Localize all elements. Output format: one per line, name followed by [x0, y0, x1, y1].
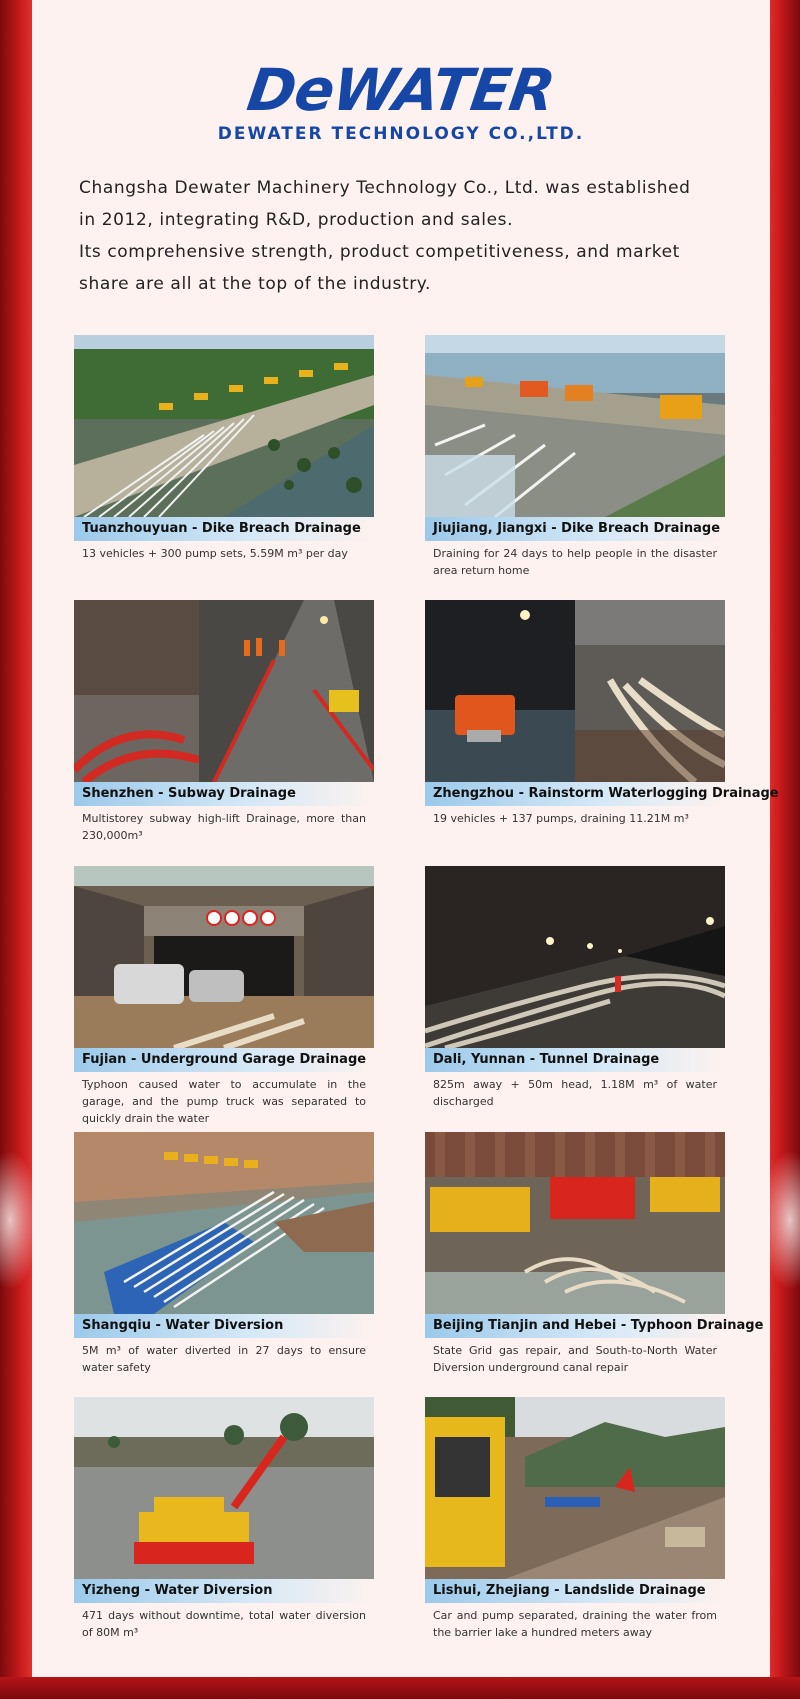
case-description: 471 days without downtime, total water diversion of 80M m³ [82, 1609, 366, 1639]
case-description: Typhoon caused water to accumulate in the garage, and the pump truck was separated to quickly drain the water [82, 1078, 366, 1125]
case-photo-landslide [425, 1397, 725, 1579]
case-photo-diversion [74, 1397, 374, 1579]
case-photo-diversion [74, 1132, 374, 1314]
case-title: Zhengzhou - Rainstorm Waterlogging Drainage [425, 782, 725, 806]
case-card-dali [425, 866, 725, 1110]
case-description: 19 vehicles + 137 pumps, draining 11.21M m³ [433, 812, 689, 825]
garage-flood-image [74, 866, 374, 1048]
case-card-beijing [425, 1132, 764, 1376]
case-card-lishui [425, 1397, 725, 1641]
case-photo-garage [74, 866, 374, 1048]
dike-aerial-image [74, 335, 374, 517]
intro-line: Its comprehensive strength, product competitiveness, and market [79, 242, 680, 262]
typhoon-drainage-image [425, 1132, 725, 1314]
company-name: DEWATER TECHNOLOGY CO.,LTD. [217, 124, 585, 144]
case-card-tuanzhouyuan [74, 335, 374, 562]
water-diversion-aerial-image [74, 1132, 374, 1314]
case-title: Lishui, Zhejiang - Landslide Drainage [425, 1579, 725, 1603]
case-title: Beijing Tianjin and Hebei - Typhoon Drainage [425, 1314, 725, 1338]
case-description: 13 vehicles + 300 pump sets, 5.59M m³ per day [82, 547, 348, 560]
case-photo-subway [74, 600, 374, 782]
case-description: 825m away + 50m head, 1.18M m³ of water discharged [433, 1078, 717, 1108]
case-title: Jiujiang, Jiangxi - Dike Breach Drainage [425, 517, 725, 541]
case-title: Yizheng - Water Diversion [74, 1579, 374, 1603]
case-card-yizheng [74, 1397, 374, 1641]
tunnel-drainage-image [425, 866, 725, 1048]
intro-line: share are all at the top of the industry. [79, 274, 432, 294]
intro-line: in 2012, integrating R&D, production and sales. [79, 210, 514, 230]
case-description: 5M m³ of water diverted in 27 days to ensure water safety [82, 1344, 366, 1374]
subway-tunnel-image [74, 600, 374, 782]
floating-pump-image [74, 1397, 374, 1579]
case-description: Car and pump separated, draining the water from the barrier lake a hundred meters away [433, 1609, 717, 1639]
case-title: Tuanzhouyuan - Dike Breach Drainage [74, 517, 374, 541]
case-description: Multistorey subway high-lift Drainage, more than 230,000m³ [82, 812, 366, 842]
case-title: Dali, Yunnan - Tunnel Drainage [425, 1048, 725, 1072]
content-panel [32, 0, 779, 1677]
case-photo-dike-breach [74, 335, 374, 517]
logo-wordmark: DeWATER [243, 56, 559, 124]
case-description: Draining for 24 days to help people in the disaster area return home [433, 547, 717, 577]
bottom-frame-bar [0, 1677, 800, 1699]
case-photo-dike-breach [425, 335, 725, 517]
case-title: Shangqiu - Water Diversion [74, 1314, 374, 1338]
dike-drainage-image [425, 335, 725, 517]
case-card-jiujiang [425, 335, 725, 579]
landslide-drainage-image [425, 1397, 725, 1579]
case-title: Fujian - Underground Garage Drainage [74, 1048, 374, 1072]
case-title: Shenzhen - Subway Drainage [74, 782, 374, 806]
case-photo-tunnel [425, 866, 725, 1048]
case-description: State Grid gas repair, and South-to-North Water Diversion underground canal repair [433, 1344, 717, 1374]
case-card-fujian [74, 866, 374, 1127]
intro-line: Changsha Dewater Machinery Technology Co., Ltd. was established [79, 178, 691, 198]
case-card-shenzhen [74, 600, 374, 844]
case-photo-typhoon [425, 1132, 725, 1314]
waterlogging-image [425, 600, 725, 782]
case-photo-waterlogging [425, 600, 725, 782]
case-grid [32, 0, 779, 1677]
case-card-shangqiu [74, 1132, 374, 1376]
case-card-zhengzhou [425, 600, 779, 827]
